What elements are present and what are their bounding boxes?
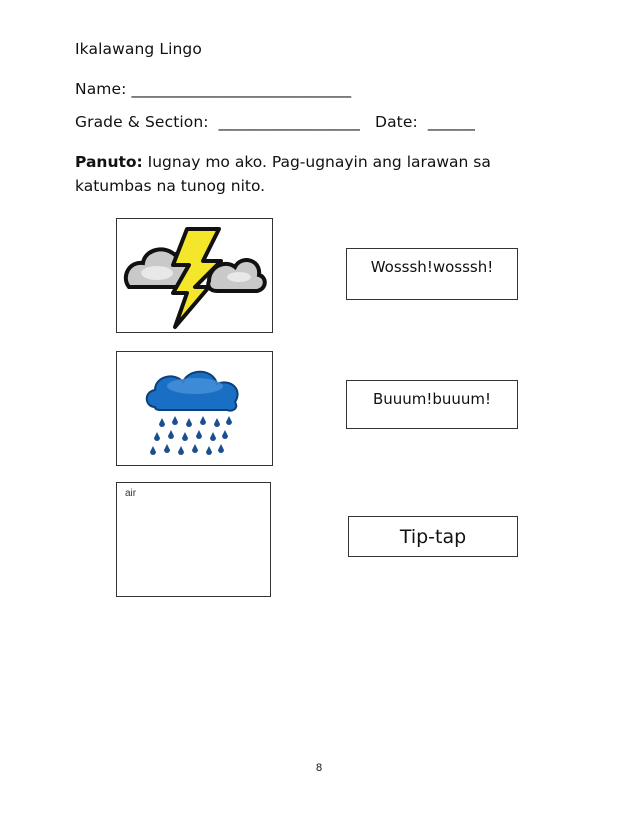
sound-box-wosssh[interactable] bbox=[346, 248, 518, 300]
name-field[interactable]: Name: ____________________________ bbox=[75, 80, 352, 98]
air-label: air bbox=[125, 488, 137, 499]
picture-box-rain[interactable] bbox=[116, 351, 273, 466]
sound-box-buuum[interactable] bbox=[346, 380, 518, 429]
lightning-cloud-icon bbox=[117, 219, 272, 332]
rain-cloud-icon bbox=[117, 352, 272, 465]
picture-box-lightning[interactable] bbox=[116, 218, 273, 333]
sound-text-tiptap: Tip-tap bbox=[399, 525, 467, 548]
sound-text-buuum: Buuum!buuum! bbox=[372, 390, 492, 408]
picture-box-air[interactable] bbox=[116, 482, 271, 597]
page-number: 8 bbox=[316, 762, 323, 774]
sound-box-tiptap[interactable] bbox=[348, 516, 518, 557]
instructions-label: Panuto: bbox=[75, 153, 143, 171]
grade-section-date-field[interactable]: Grade & Section: __________________ Date: ______ bbox=[75, 113, 475, 131]
instructions bbox=[75, 150, 545, 198]
sound-text-wosssh: Wosssh!wosssh! bbox=[370, 258, 494, 276]
week-title: Ikalawang Lingo bbox=[75, 40, 202, 58]
instructions-text: Iugnay mo ako. Pag-ugnayin ang larawan sa katumbas na tunog nito. bbox=[75, 153, 491, 195]
